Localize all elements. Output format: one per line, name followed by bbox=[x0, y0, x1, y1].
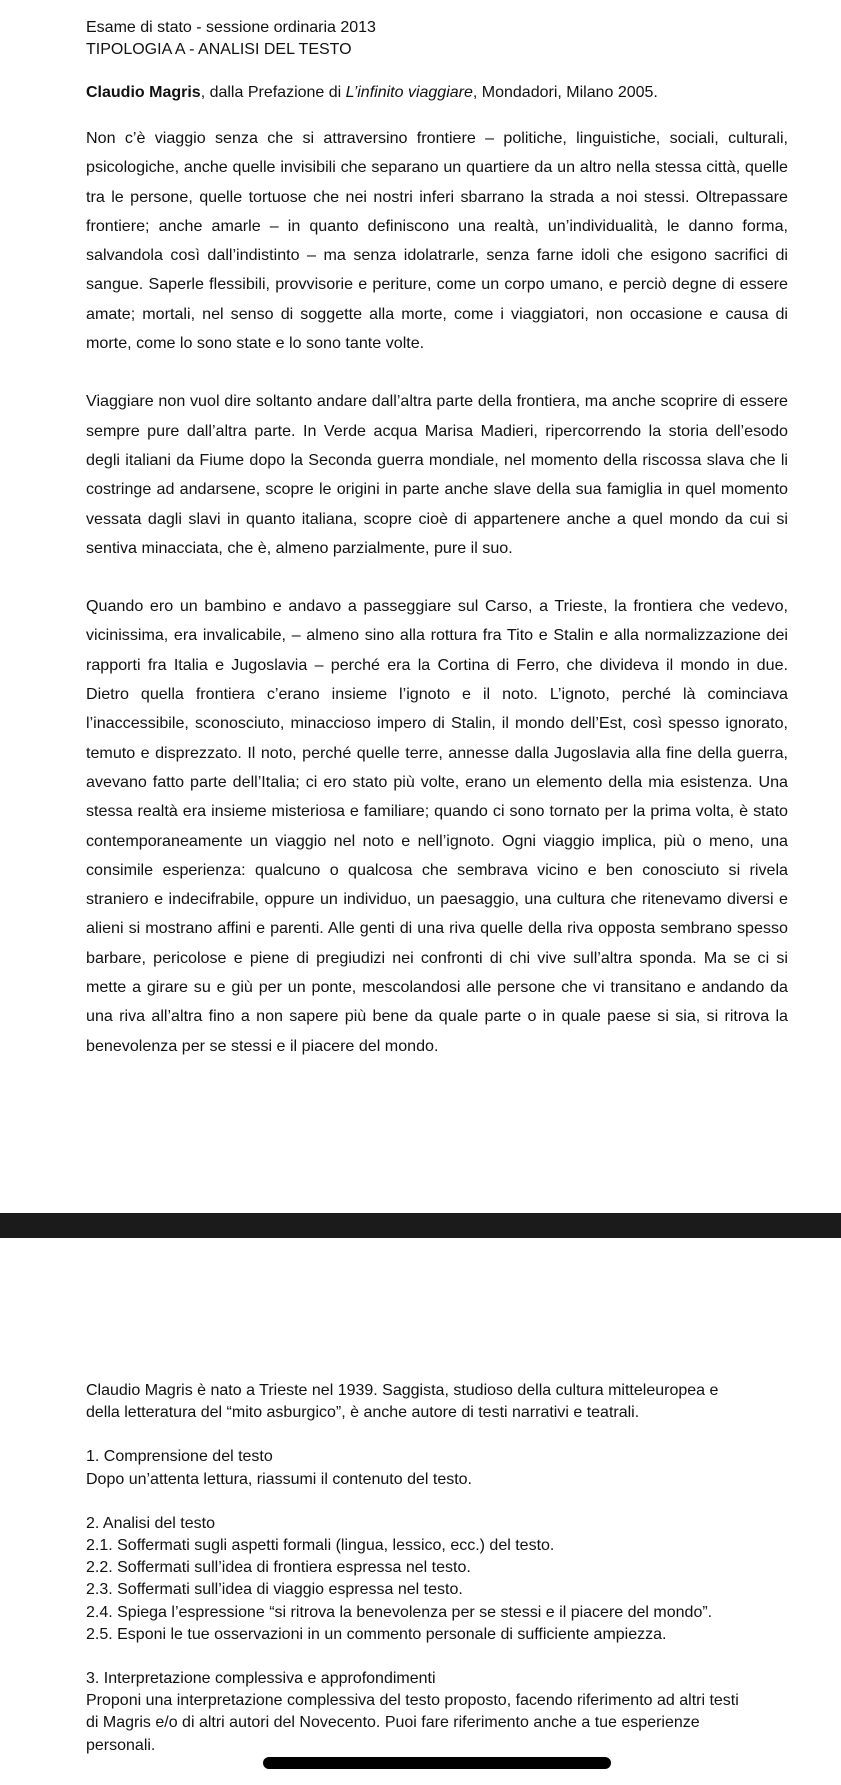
exam-text-block bbox=[86, 17, 788, 1061]
exam-typology-header: TIPOLOGIA A - ANALISI DEL TESTO bbox=[86, 41, 352, 58]
section-3-title: 3. Interpretazione complessiva e approfondimenti bbox=[86, 1670, 436, 1688]
section-3-body-line: di Magris e/o di altri autori del Novecento. Puoi fare riferimento anche a tue esperienze bbox=[86, 1714, 700, 1732]
citation-post-title: , Mondadori, Milano 2005. bbox=[472, 84, 658, 101]
section-3-body-line: personali. bbox=[86, 1736, 156, 1754]
source-citation bbox=[86, 82, 788, 104]
page-divider-bar bbox=[0, 1213, 841, 1238]
exam-questions-block bbox=[86, 1380, 796, 1757]
citation-pre-title: , dalla Prefazione di bbox=[200, 84, 346, 101]
text-paragraph-2: Viaggiare non vuol dire soltanto andare dall’altra parte della frontiera, ma anche scoprire di essere sempre pure dall’altra parte. In Verde acqua Marisa Madieri, ripercorrendo la storia dell’esodo degli italiani da Fiume dopo la Seconda guerra mondiale, nel momento della riscossa slava che li costringe ad andarsene, scopre le origini in parte anche slave della sua famiglia in quel momento vessata dagli slavi in quanto italiana, scopre cioè di appartenere anche a quel mondo da cui si sentiva minacciata, che è, almeno parzialmente, pure il suo. bbox=[86, 392, 788, 557]
analysis-item: 2.3. Soffermati sull’idea di viaggio espressa nel testo. bbox=[86, 1581, 463, 1599]
analysis-item: 2.2. Soffermati sull’idea di frontiera espressa nel testo. bbox=[86, 1559, 471, 1577]
section-analysis bbox=[86, 1513, 796, 1646]
section-3-body-line: Proponi una interpretazione complessiva del testo proposto, facendo riferimento ad altri testi bbox=[86, 1692, 739, 1710]
text-paragraph-3: Quando ero un bambino e andavo a passeggiare sul Carso, a Trieste, la frontiera che vedevo, vicinissima, era invalicabile, – almeno sino alla rottura fra Tito e Stalin e alla normalizzazione dei rapporti fra Italia e Jugoslavia – perché era la Cortina di Ferro, che divideva il mondo in due. Dietro quella frontiera c’erano insieme l’ignoto e il noto. L’ignoto, perché là cominciava l’inaccessibile, sconosciuto, minaccioso impero di Stalin, il mondo dell’Est, così spesso ignorato, temuto e disprezzato. Il noto, perché quelle terre, annesse dalla Jugoslavia alla fine della guerra, avevano fatto parte dell’Italia; ci ero stato più volte, erano un elemento della mia esistenza. Una stessa realtà era insieme misteriosa e familiare; quando ci sono tornato per la prima volta, è stato contemporaneamente un viaggio nel noto e nell’ignoto. Ogni viaggio implica, più o meno, una consimile esperienza: qualcuno o qualcosa che sembrava vicino e ben conosciuto si rivela straniero e indecifrabile, oppure un individuo, un paesaggio, una cultura che ritenevamo diversi e alieni si mostrano affini e parenti. Alle genti di una riva quelle della riva opposta sembrano spesso barbare, pericolose e piene di pregiudizi nei confronti di chi vive sull’altra sponda. Ma se ci si mette a girare su e giù per un ponte, mescolandosi alle persone che vi transitano e andando da una riva all’altra fino a non sapere più bene da quale parte o in quale paese si sia, si ritrova la benevolenza per se stessi e il piacere del mondo. bbox=[86, 597, 788, 1055]
section-comprehension bbox=[86, 1446, 796, 1490]
author-bio-line-1: Claudio Magris è nato a Trieste nel 1939. Saggista, studioso della cultura mitteleuropea e bbox=[86, 1382, 719, 1399]
home-indicator-bar[interactable] bbox=[263, 1757, 611, 1769]
analysis-item: 2.1. Soffermati sugli aspetti formali (lingua, lessico, ecc.) del testo. bbox=[86, 1537, 555, 1555]
author-bio-line-2: della letteratura del “mito asburgico”, è anche autore di testi narrativi e teatrali. bbox=[86, 1404, 640, 1422]
section-interpretation bbox=[86, 1668, 796, 1757]
analysis-item: 2.4. Spiega l’espressione “si ritrova la benevolenza per se stessi e il piacere del mondo”. bbox=[86, 1603, 713, 1621]
section-1-body: Dopo un’attenta lettura, riassumi il contenuto del testo. bbox=[86, 1470, 472, 1488]
citation-author: Claudio Magris bbox=[86, 84, 201, 101]
author-bio bbox=[86, 1380, 796, 1424]
section-2-title: 2. Analisi del testo bbox=[86, 1514, 215, 1532]
analysis-item: 2.5. Esponi le tue osservazioni in un commento personale di sufficiente ampiezza. bbox=[86, 1625, 667, 1643]
citation-title: L’infinito viaggiare bbox=[345, 84, 473, 101]
section-1-title: 1. Comprensione del testo bbox=[86, 1448, 273, 1466]
exam-session-header: Esame di stato - sessione ordinaria 2013 bbox=[86, 19, 376, 36]
text-paragraph-1: Non c’è viaggio senza che si attraversino frontiere – politiche, linguistiche, sociali, culturali, psicologiche, anche quelle invisibili che separano un quartiere da un altro nella stessa città, quelle tra le persone, quelle tortuose che nei nostri inferi sbarrano la strada a noi stessi. Oltrepassare frontiere; anche amarle – in quanto definiscono una realtà, un’individualità, le danno forma, salvandola così dall’indistinto – ma senza idolatrarle, senza farne idoli che esigono sacrifici di sangue. Saperle flessibili, provvisorie e periture, come un corpo umano, e perciò degne di essere amate; mortali, nel senso di soggette alla morte, come i viaggiatori, non occasione e causa di morte, come lo sono state e lo sono tante volte. bbox=[86, 129, 788, 353]
